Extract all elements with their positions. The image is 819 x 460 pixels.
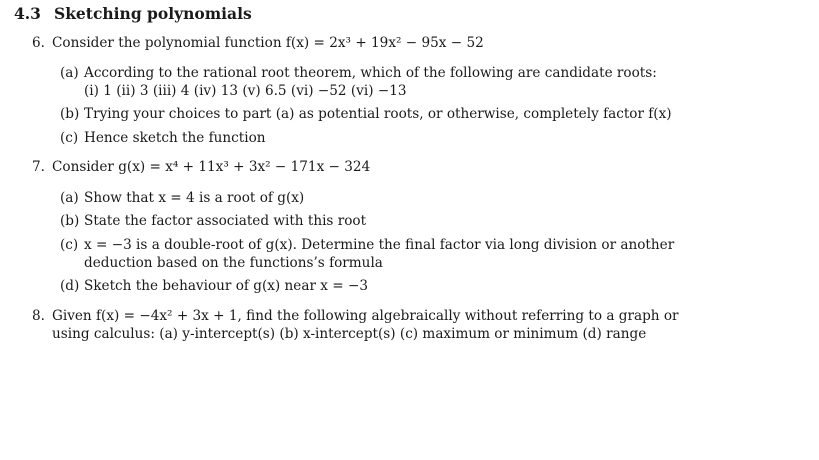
part-text: Sketch the behaviour of g(x) near x = −3 [84,278,369,294]
part-label: (b) [60,106,80,122]
problem-7-part-d [60,277,810,295]
section-heading [14,4,252,23]
section-title: Sketching polynomials [54,4,252,23]
problem-7-part-a [60,189,810,207]
part-text: Trying your choices to part (a) as potential roots, or otherwise, completely factor f(x) [84,106,672,122]
problem-text: Consider the polynomial function f(x) = 2x³ + 19x² − 95x − 52 [52,35,484,51]
problem-text: Consider g(x) = x⁴ + 11x³ + 3x² − 171x − 324 [52,159,371,175]
problem-6-part-b [60,105,810,123]
part-text: Show that x = 4 is a root of g(x) [84,190,305,206]
problem-number: 6. [32,35,45,51]
part-text-cont: deduction based on the functions’s formula [84,255,383,271]
problem-text: Given f(x) = −4x² + 3x + 1, find the following algebraically without referring to a graph or [52,308,679,324]
part-label: (a) [60,190,79,206]
part-text: According to the rational root theorem, which of the following are candidate roots: [84,65,657,81]
problem-8 [32,307,807,343]
problem-number: 7. [32,159,45,175]
part-text: State the factor associated with this root [84,213,367,229]
problem-number: 8. [32,308,45,324]
problem-7 [32,158,807,176]
part-label: (b) [60,213,80,229]
part-text-cont: (i) 1 (ii) 3 (iii) 4 (iv) 13 (v) 6.5 (vi) −52 (vi) −13 [84,83,407,99]
problem-6-part-a [60,64,810,100]
section-number: 4.3 [14,4,41,23]
part-label: (d) [60,278,80,294]
part-label: (a) [60,65,79,81]
problem-6-part-c [60,129,810,147]
problem-text-cont: using calculus: (a) y-intercept(s) (b) x-intercept(s) (c) maximum or minimum (d) range [52,326,647,342]
part-text: Hence sketch the function [84,130,266,146]
problem-7-part-b [60,212,810,230]
problem-7-part-c [60,236,810,272]
part-label: (c) [60,130,79,146]
part-label: (c) [60,237,79,253]
problem-6 [32,34,807,52]
part-text: x = −3 is a double-root of g(x). Determine the final factor via long division or another [84,237,675,253]
